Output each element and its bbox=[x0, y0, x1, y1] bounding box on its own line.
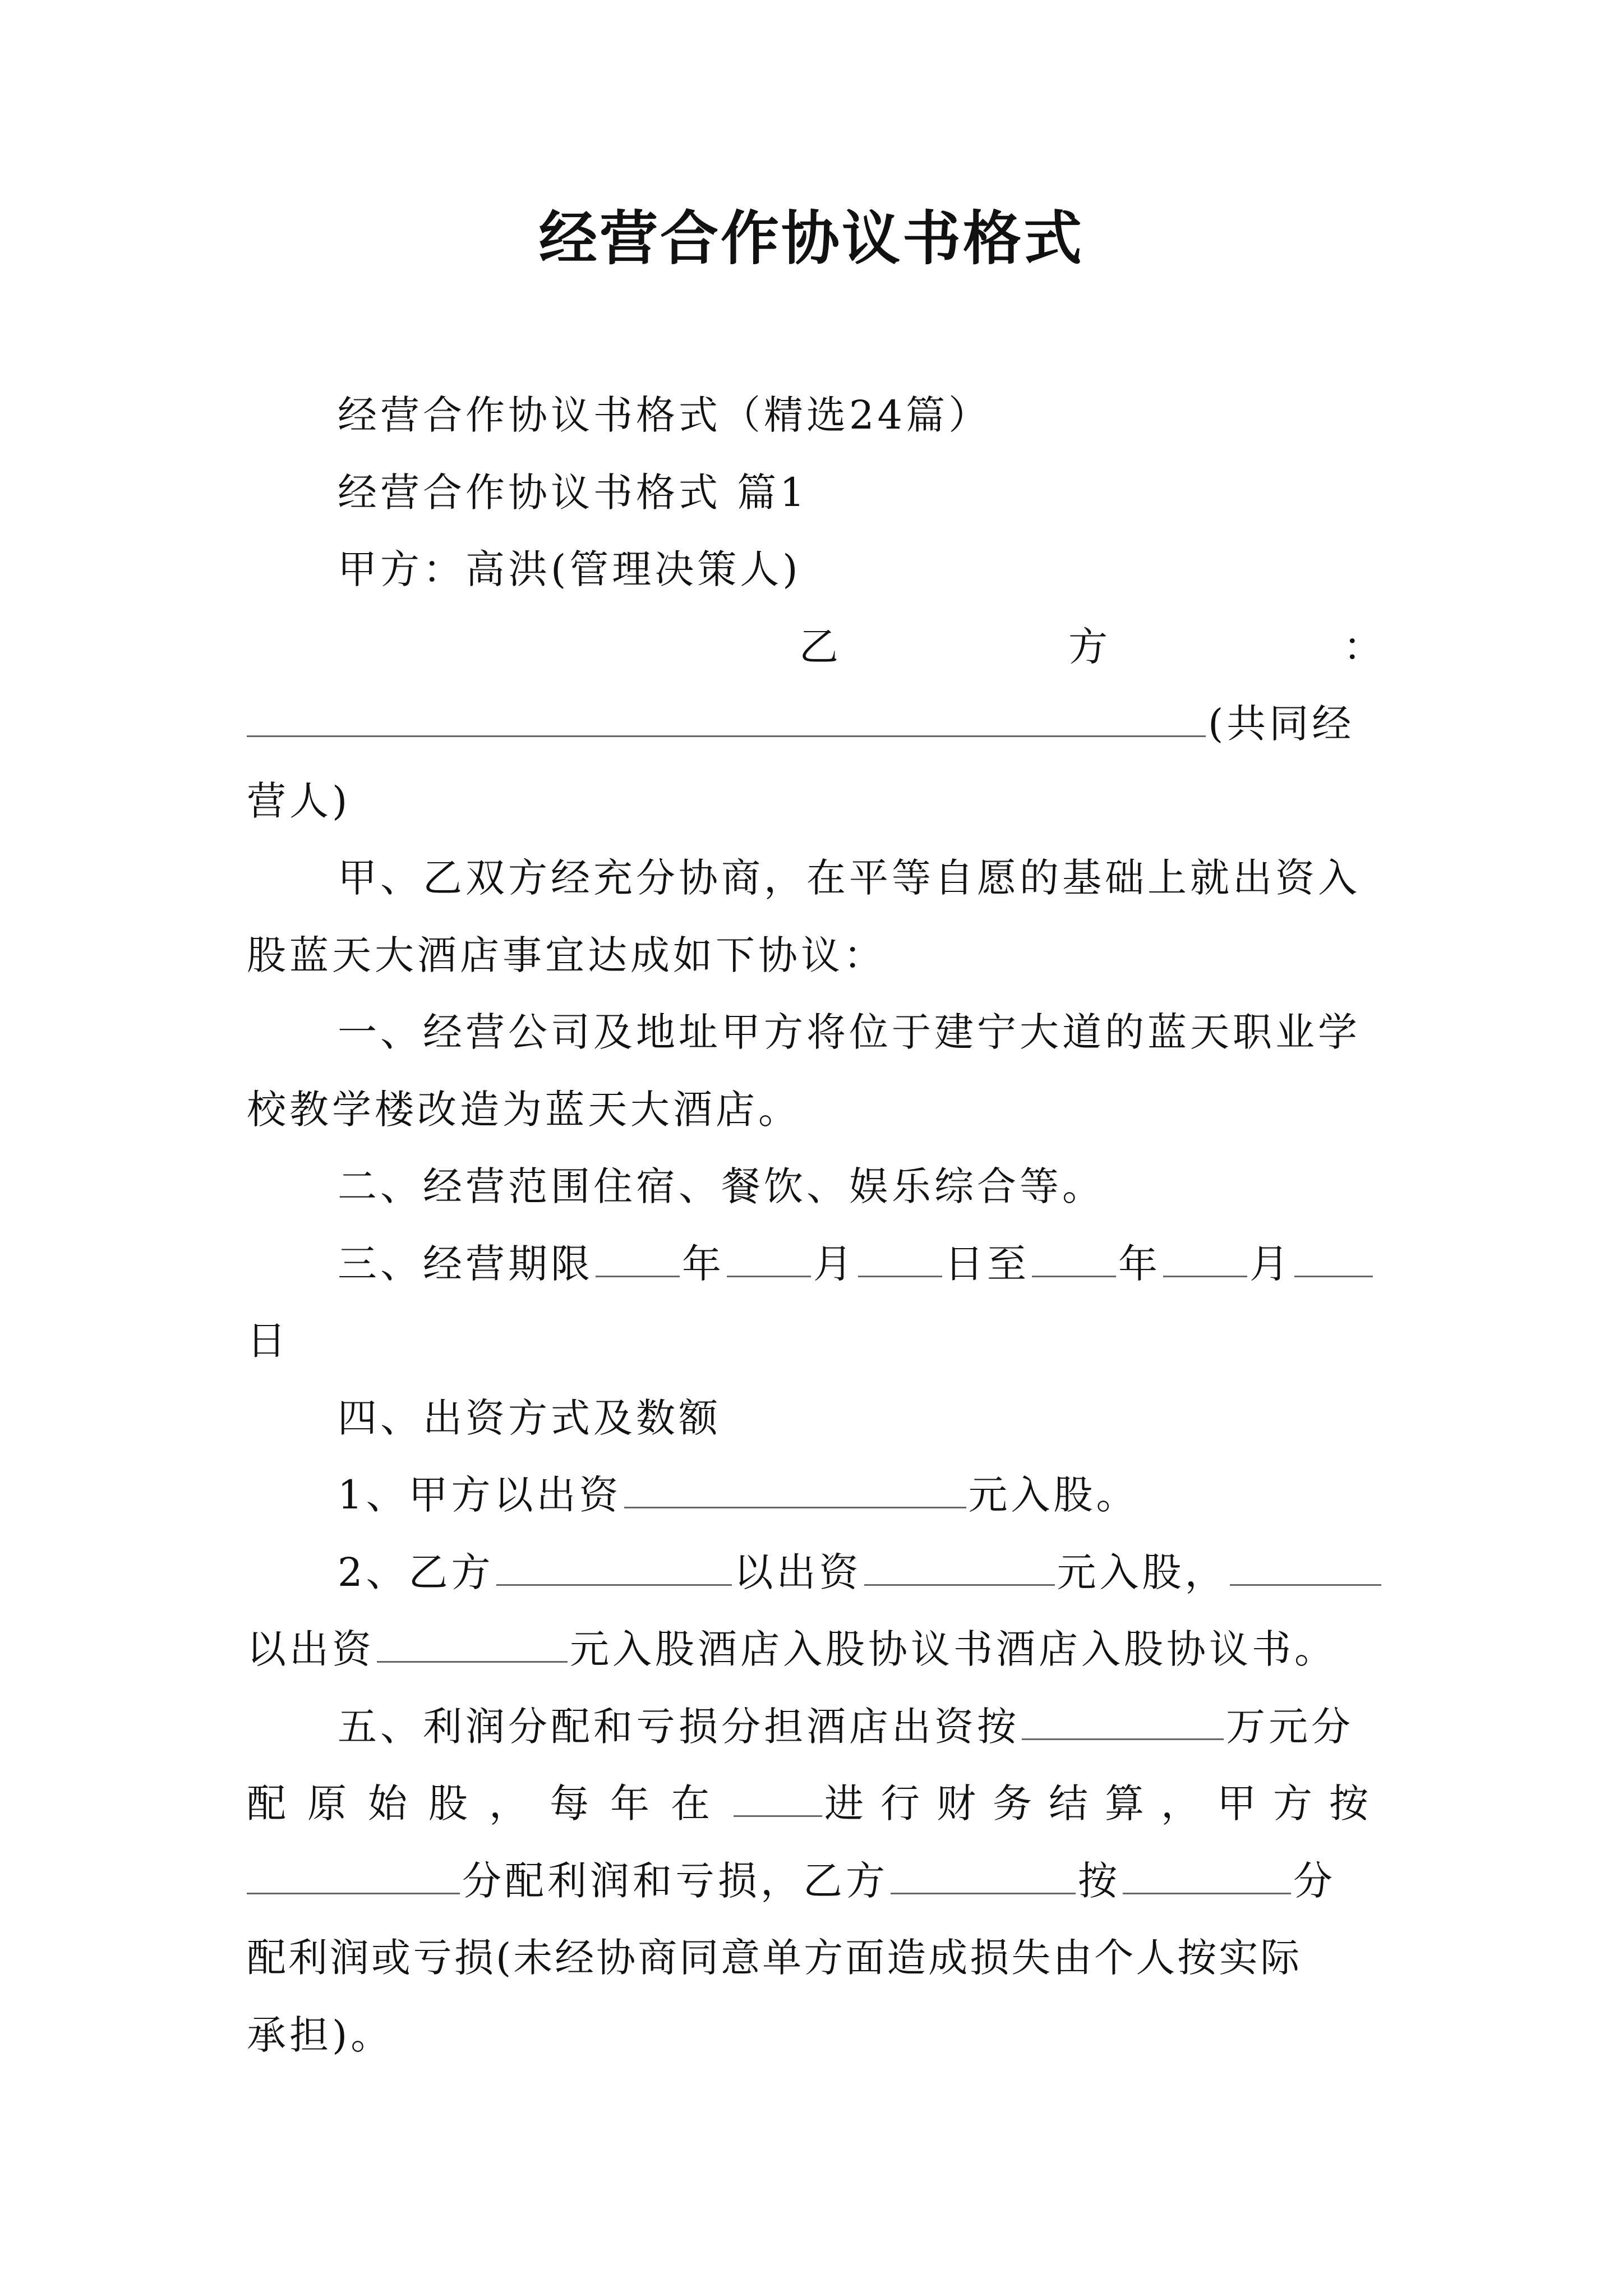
fill-blank bbox=[247, 700, 1206, 737]
party-a-line: 甲方：高洪(管理决策人) bbox=[338, 546, 801, 592]
paragraph-line: 股蓝天大酒店事宜达成如下协议： bbox=[247, 932, 886, 978]
party-b-label-1: 乙 bbox=[799, 624, 842, 670]
profit-line: 五、利润分配和亏损分担酒店出资按 万元分 bbox=[338, 1704, 1354, 1750]
paragraph-line: 营人) bbox=[247, 778, 351, 824]
paragraph-line: 校教学楼改造为蓝天大酒店。 bbox=[247, 1087, 801, 1133]
party-b-label-2: 方 bbox=[1068, 624, 1111, 670]
paragraph-line: 承担)。 bbox=[247, 2012, 394, 2058]
term-line: 三、经营期限 年 月 日至 年 月 bbox=[338, 1236, 1375, 1292]
contribution-line: 2、乙方 以出资 元入股， bbox=[338, 1544, 1384, 1600]
contribution-line: 以出资 元入股酒店入股协议书酒店入股协议书。 bbox=[247, 1626, 1337, 1672]
paragraph-line: 日 bbox=[247, 1318, 289, 1364]
party-b-blank-line: (共同经 bbox=[247, 696, 1354, 752]
section-heading: 经营合作协议书格式 篇1 bbox=[338, 470, 808, 516]
document-title: 经营合作协议书格式 bbox=[538, 204, 1084, 273]
section-heading: 四、出资方式及数额 bbox=[338, 1395, 721, 1441]
paragraph-line: 二、经营范围住宿、餐饮、娱乐综合等。 bbox=[338, 1163, 1105, 1209]
profit-line: 配原始股，每年在 进行财务结算，甲方按 bbox=[247, 1780, 1385, 1826]
contribution-line: 1、甲方以出资 元入股。 bbox=[338, 1472, 1139, 1518]
paragraph-line: 甲、乙双方经充分协商，在平等自愿的基础上就出资入 bbox=[338, 855, 1361, 901]
profit-line: 分配利润和亏损，乙方 按 分 bbox=[247, 1853, 1336, 1909]
party-b-colon: ： bbox=[1343, 624, 1386, 670]
subtitle-line: 经营合作协议书格式（精选24篇） bbox=[338, 392, 992, 438]
paragraph-line: 一、经营公司及地址甲方将位于建宁大道的蓝天职业学 bbox=[338, 1009, 1361, 1055]
paragraph-line: 配利润或亏损(未经协商同意单方面造成损失由个人按实际 bbox=[247, 1935, 1302, 1981]
